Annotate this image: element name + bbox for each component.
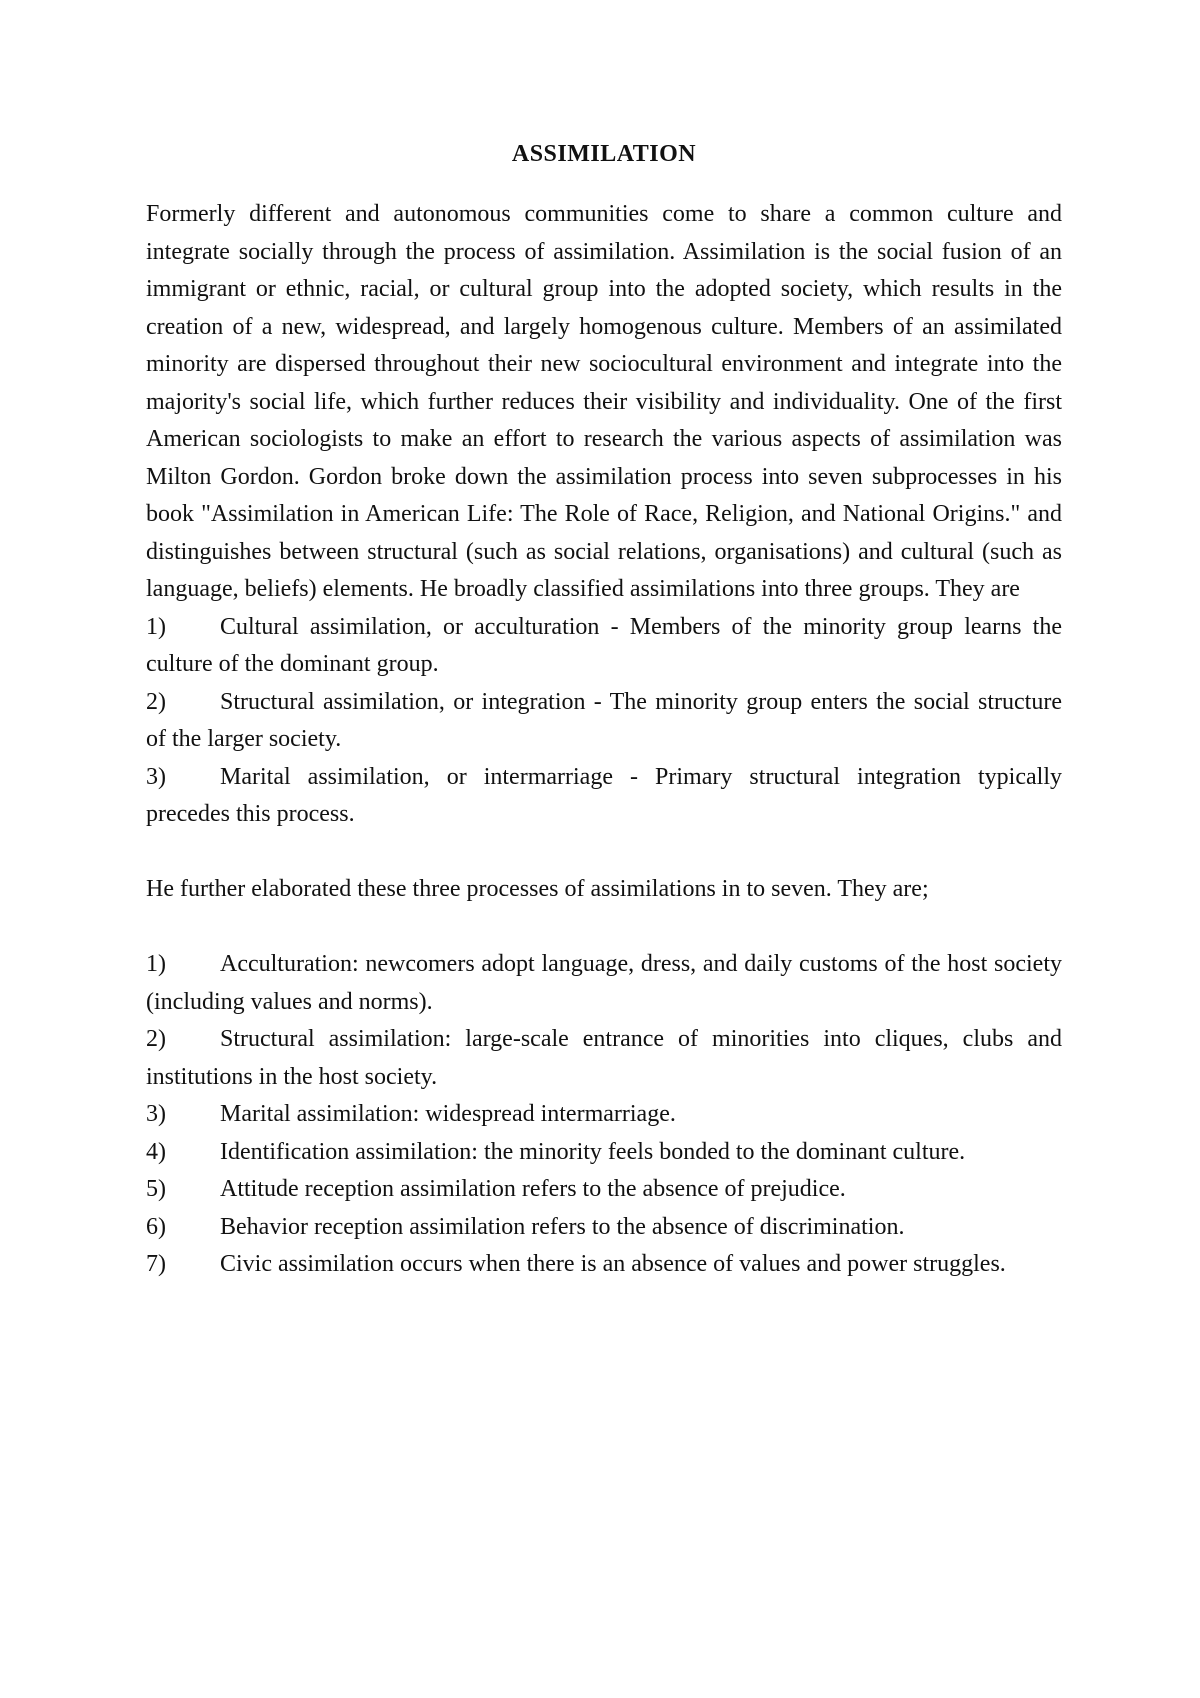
list-text: Cultural assimilation, or acculturation - Members of the minority group learns the culture of the dominant group.: [146, 613, 1062, 677]
list-number: 7): [146, 1251, 166, 1277]
list-text: Identification assimilation: the minority feels bonded to the dominant culture.: [220, 1138, 966, 1165]
list-text: Structural assimilation, or integration - The minority group enters the social structure of the larger society.: [146, 688, 1062, 752]
document-title: ASSIMILATION: [511, 141, 697, 167]
list-item: [146, 759, 1062, 834]
list-item: [146, 946, 1062, 1021]
seven-processes-list: [146, 946, 1062, 1284]
list-item: [146, 609, 1062, 684]
intro-paragraph: Formerly different and autonomous communities come to share a common culture and integrate socially through the process of assimilation. Assimilation is the social fusion of an immigrant or ethnic, racial, or cultural group into the adopted society, which results in the creation of a new, widespread, and largely homogenous culture. Members of an assimilated minority are dispersed throughout their new sociocultural environment and integrate into the majority's social life, which further reduces their visibility and individuality. One of the first American sociologists to make an effort to research the various aspects of assimilation was Milton Gordon. Gordon broke down the assimilation process into seven subprocesses in his book "Assimilation in American Life: The Role of Race, Religion, and National Origins." and distinguishes between structural (such as social relations, organisations) and cultural (such as language, beliefs) elements. He broadly classified assimilations into three groups. They are: [146, 201, 1062, 602]
assimilation-groups-list: [146, 609, 1062, 834]
list-text: Structural assimilation: large-scale entrance of minorities into cliques, clubs and institutions in the host society.: [146, 1026, 1062, 1090]
list-item: [146, 1246, 1062, 1284]
list-number: 1): [146, 613, 166, 640]
list-item: [146, 1096, 1062, 1134]
spacer: [146, 834, 1062, 872]
list-text: Attitude reception assimilation refers to the absence of prejudice.: [220, 1176, 846, 1202]
list-number: 3): [146, 1101, 166, 1127]
list-number: 5): [146, 1176, 166, 1202]
list-item: [146, 1021, 1062, 1096]
list-text: Marital assimilation, or intermarriage - Primary structural integration typically precedes this process.: [146, 763, 1062, 827]
list-text: Acculturation: newcomers adopt language, dress, and daily customs of the host society (including values and norms).: [146, 951, 1062, 1015]
list-number: 3): [146, 763, 166, 790]
list-number: 2): [146, 1026, 166, 1052]
list-number: 2): [146, 688, 166, 715]
elaboration-paragraph: He further elaborated these three processes of assimilations in to seven. They are;: [146, 876, 929, 902]
list-item: [146, 1209, 1062, 1247]
list-item: [146, 684, 1062, 759]
list-number: 4): [146, 1138, 166, 1165]
list-item: [146, 1134, 1062, 1172]
list-text: Marital assimilation: widespread intermarriage.: [220, 1101, 676, 1127]
list-text: Civic assimilation occurs when there is an absence of values and power struggles.: [220, 1251, 1006, 1277]
list-item: [146, 1171, 1062, 1209]
list-number: 1): [146, 951, 166, 977]
list-text: Behavior reception assimilation refers to the absence of discrimination.: [220, 1213, 905, 1240]
document-page: [146, 138, 1062, 1284]
spacer: [146, 909, 1062, 947]
list-number: 6): [146, 1213, 166, 1240]
